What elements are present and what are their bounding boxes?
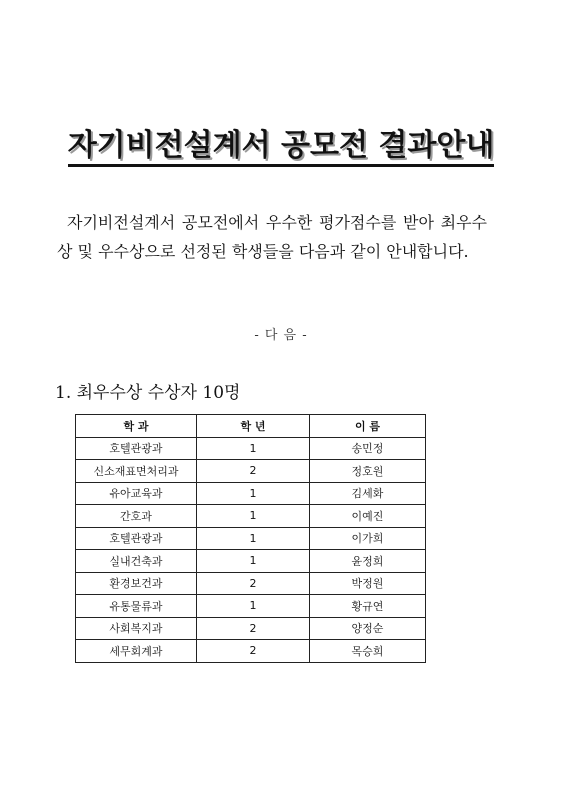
table-row [76, 460, 426, 483]
table-row [76, 572, 426, 595]
awards-table [75, 414, 426, 663]
header-department: 학 과 [76, 415, 197, 438]
cell-grade: 2 [197, 617, 310, 640]
cell-name: 박정원 [310, 572, 426, 595]
table-row [76, 482, 426, 505]
cell-grade: 1 [197, 550, 310, 573]
page-title-text: 자기비전설계서 공모전 결과안내 [68, 129, 495, 167]
section-divider: - 다 음 - [254, 328, 308, 343]
cell-name: 이가희 [310, 527, 426, 550]
cell-name: 정호원 [310, 460, 426, 483]
cell-name: 윤정희 [310, 550, 426, 573]
cell-grade: 2 [197, 460, 310, 483]
table-row [76, 505, 426, 528]
table-row [76, 595, 426, 618]
cell-department: 환경보건과 [76, 572, 197, 595]
cell-name: 목승희 [310, 640, 426, 663]
intro-paragraph: 자기비전설계서 공모전에서 우수한 평가점수를 받아 최우수상 및 우수상으로 선정된 학생들을 다음과 같이 안내합니다. [57, 213, 487, 261]
header-grade: 학 년 [197, 415, 310, 438]
table-row [76, 640, 426, 663]
table-row [76, 527, 426, 550]
page-title [0, 128, 562, 167]
cell-department: 유아교육과 [76, 482, 197, 505]
cell-department: 호텔관광과 [76, 527, 197, 550]
section-heading: 1. 최우수상 수상자 10명 [55, 383, 241, 403]
cell-name: 송민정 [310, 437, 426, 460]
cell-name: 황규연 [310, 595, 426, 618]
cell-department: 사회복지과 [76, 617, 197, 640]
cell-grade: 1 [197, 482, 310, 505]
cell-department: 실내건축과 [76, 550, 197, 573]
cell-department: 유통물류과 [76, 595, 197, 618]
cell-grade: 1 [197, 595, 310, 618]
cell-department: 간호과 [76, 505, 197, 528]
cell-grade: 1 [197, 505, 310, 528]
cell-grade: 1 [197, 527, 310, 550]
cell-department: 세무회계과 [76, 640, 197, 663]
table-row [76, 617, 426, 640]
cell-name: 양정순 [310, 617, 426, 640]
cell-department: 신소재표면처리과 [76, 460, 197, 483]
header-name: 이 름 [310, 415, 426, 438]
table-header-row [76, 415, 426, 438]
cell-name: 이예진 [310, 505, 426, 528]
table-row [76, 437, 426, 460]
table-row [76, 550, 426, 573]
cell-name: 김세화 [310, 482, 426, 505]
cell-grade: 1 [197, 437, 310, 460]
cell-grade: 2 [197, 572, 310, 595]
cell-department: 호텔관광과 [76, 437, 197, 460]
cell-grade: 2 [197, 640, 310, 663]
